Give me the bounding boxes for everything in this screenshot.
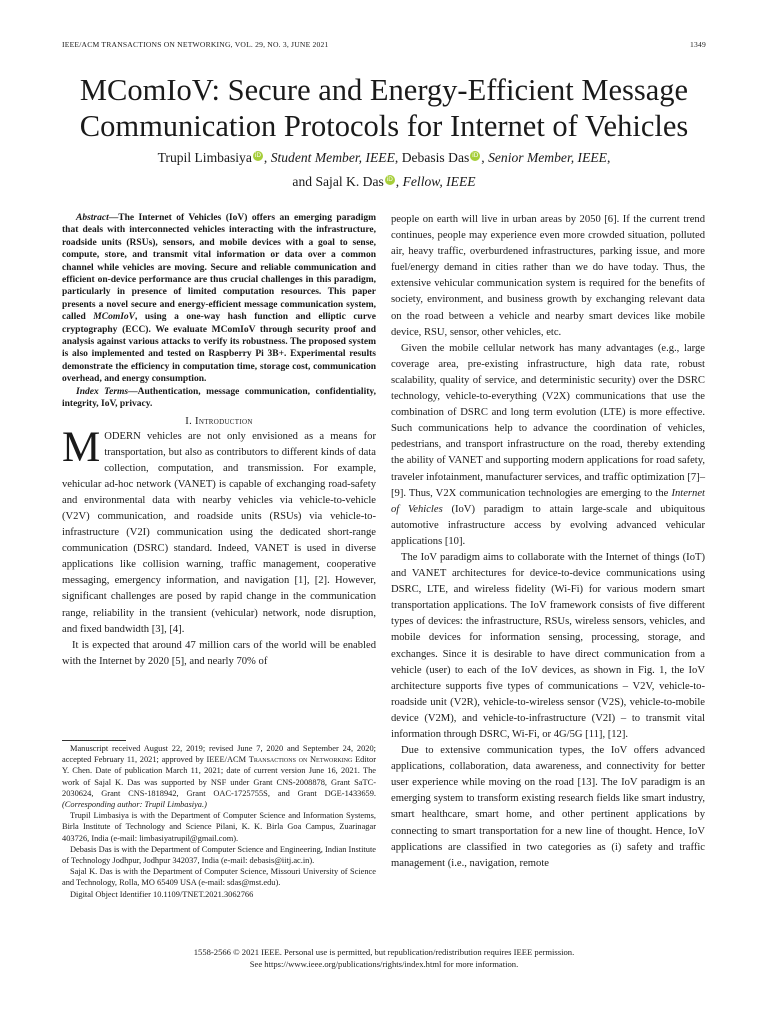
right-paragraph-2-a: Given the mobile cellular network has many advantages (e.g., large coverage area, pre-existing infrastructure, high data rate, robust scalability, quality of service, and deterministic security) over the DSRC technology, vehicle-to-everything (V2X) communications that use the combination of DSRC and long term evolution (LTE) is more effective. Such communications help to advance the coordination of vehicles, pedestrians, and transport infrastructure on the road, thereby extending the ability of VANET and supporting modern applications for road safety, traveler infotainment, manufacturer services, and traffic optimization [7]–[9]. Thus, V2X communication technologies are emerging to the	[391, 342, 705, 499]
section-title: Introduction	[195, 415, 253, 427]
intro-paragraph-1-text: ODERN vehicles are not only envisioned as a means for transportation, but also as contributors to different kinds of data collection, computation, and transmission. For example, vehicular ad-hoc network (VANET) is capable of exchanging road-safety and environmental data with nearby vehicles via vehicle-to-vehicle (V2V) communication, and roadside units (RSUs) via vehicle-to-infrastructure (V2I) communication using the dedicated short-range communication (DSRC) standard. Indeed, VANET is used in diverse applications like collision warning, traffic management, cooperative messaging, emergency information, and navigation [1], [2]. However, significant challenges are posed by rapid change in the communication range, reliability in the transient (vehicular) network, node disruption, and fixed bandwidth [3], [4].	[62, 430, 376, 635]
drop-cap: M	[62, 423, 101, 471]
intro-paragraph-1	[62, 423, 376, 638]
footnotes	[62, 740, 376, 900]
index-terms-dash: —	[128, 386, 138, 397]
intro-paragraph-2: It is expected that around 47 million cars of the world will be enabled with the Internet by 2020 [5], and nearly 70% of	[62, 639, 376, 667]
index-terms-text: Authentication, message communication, confidentiality, integrity, IoV, privacy.	[62, 386, 376, 410]
footnote-journal-name: Transactions on Networking	[248, 755, 353, 765]
abstract-dash: —	[108, 213, 119, 223]
footnote-manuscript	[62, 743, 376, 810]
right-paragraph-1: people on earth will live in urban areas by 2050 [6]. If the current trend continues, people may experience even more crowded situation, polluted air, heavy traffic, overburdened infrastructures, parking issue, and more fuel/energy demand in cities rather than we do have today. Thus, the extensive vehicular communication system is required for the benefits of society, environment, and business growth by exchanging relevant data on the road between a vehicle and nearby smart devices like mobile device, RSU, sensor, other vehicles, etc.	[391, 214, 705, 338]
abstract	[62, 212, 376, 386]
author-name-2: Debasis Das	[401, 150, 470, 165]
footnote-corresponding: (Corresponding author: Trupil Limbasiya.)	[62, 800, 207, 810]
author-role-2: Senior Member, IEEE	[488, 150, 607, 165]
orcid-icon[interactable]: iD	[386, 176, 393, 183]
paper-title	[40, 72, 728, 144]
copyright-notice	[62, 947, 706, 970]
author-name-1: Trupil Limbasiya	[157, 150, 252, 165]
page-number: 1349	[690, 40, 706, 49]
footnote-manuscript-b: Editor Y. Chen. Date of publication March 11, 2021; date of current version June 16, 2021. The work of Sajal K. Das was supported by NSF under Grant CNS-2008878, Grant SaTC-2030624, Grant CNS-1818942, Grant OAC-1725755S, and Grant DGE-1433659.	[62, 755, 376, 798]
right-paragraph-3: The IoV paradigm aims to collaborate with the Internet of things (IoT) and VANET architectures for device-to-device communications using DSRC, LTE, and wireless fidelity (Wi-Fi) for various modern smart transportation applications. The IoV framework consists of five different types of devices: the infrastructure, RSUs, wireless sensors, vehicles, and mobile devices for information sensing, processing, storage, and exchanges. Since it is desirable to have direct communication from a vehicle (user) to each of the IoV devices, as shown in Fig. 1, the IoV architecture supports five types of communications – V2V, vehicle-to-roadside unit (V2R), vehicle-to-wireless sensor (V2S), vehicle-to-mobile device (V2M), and vehicle-to-infrastructure (V2I) – to transmit vital information through DSRC, Wi-Fi, or 4G/5G [11], [12].	[391, 551, 705, 740]
title-line-2: Communication Protocols for Internet of Vehicles	[79, 109, 689, 143]
abstract-label: Abstract	[76, 213, 109, 223]
authors-line-1: Trupil Limbasiya iD , Student Member, IEEE, Debasis Das iD , Senior Member, IEEE,	[157, 150, 611, 165]
index-terms	[62, 386, 376, 411]
section-heading	[62, 415, 376, 429]
index-terms-label: Index Terms	[76, 386, 129, 397]
footnote-doi: Digital Object Identifier 10.1109/TNET.2021.3062766	[70, 889, 254, 899]
footnote-author-2: Debasis Das is with the Department of Computer Science and Engineering, Indian Institute of Technology Jodhpur, Jodhpur 342037, India (e-mail: debasis@iitj.ac.in).	[62, 844, 376, 866]
iov-term: Internet of Vehicles	[391, 487, 705, 515]
footnote-rule	[62, 740, 126, 741]
journal-header: IEEE/ACM TRANSACTIONS ON NETWORKING, VOL. 29, NO. 3, JUNE 2021	[62, 40, 329, 49]
footnote-author-3: Sajal K. Das is with the Department of Computer Science, Missouri University of Science and Technology, Rolla, MO 65409 USA (e-mail: sdas@mst.edu).	[62, 867, 376, 888]
abstract-text-2: , using a one-way hash function and elliptic curve cryptography (ECC). We evaluate MComIoV through security proof and analysis against various attacks to verify its robustness. The proposed system is also implemented and tested on Raspberry Pi 3B+. Experimental results demonstrate the efficiency in computation time, storage cost, communication overhead, and energy consumption.	[62, 312, 376, 385]
author-role-1: Student Member, IEEE	[270, 150, 395, 165]
title-line-1: MComIoV: Secure and Energy-Efficient Message	[79, 73, 689, 107]
right-paragraph-2	[391, 341, 705, 550]
right-paragraph-2-b: (IoV) paradigm to attain large-scale and ubiquitous automotive infrastructure access by evolving advanced vehicular applications [10].	[391, 503, 705, 547]
left-column	[62, 212, 376, 670]
copyright-line-1: 1558-2566 © 2021 IEEE. Personal use is permitted, but republication/redistribution requires IEEE permission.	[193, 947, 575, 957]
author-list	[40, 146, 728, 194]
authors-line-2: and Sajal K. Das iD , Fellow, IEEE	[292, 174, 476, 189]
copyright-line-2: See https://www.ieee.org/publications/rights/index.html for more information.	[249, 958, 519, 969]
author-conjunction: and	[292, 174, 313, 189]
abstract-text-1: The Internet of Vehicles (IoV) offers an emerging paradigm that deals with interconnected vehicles interacting with the infrastructure, roadside units (RSUs), sensors, and mobile devices with a goal to sense, compute, store, and transmit vital information or data over a common channel while vehicles are moving. Secure and reliable communication and efficient on-device performance are thus crucial challenges in this paradigm, particularly in presence of limited computation resources. This paper presents a novel secure and energy-efficient message communication system, called	[62, 213, 376, 323]
author-role-3: Fellow, IEEE	[402, 174, 476, 189]
orcid-icon[interactable]: iD	[472, 152, 479, 159]
right-paragraph-4: Due to extensive communication types, the IoV offers advanced applications, collaboration, data awareness, and connectivity for better user experience while moving on the road [13]. The IoV paradigm is an emerging system to transform existing research fields like smart industry, smart healthcare, smart home, and other pertinent applications by connecting to smart transportation for a new line of thought. Hence, IoV applications are classified in two categories as (i) safety and traffic management (i.e., navigation, remote	[391, 745, 705, 869]
footnote-author-1: Trupil Limbasiya is with the Department of Computer Science and Information Systems, Birla Institute of Technology and Science Pilani, K. K. Birla Goa Campus, Zuarinagar 403726, India (e-mail: limbasiyatrupil@gmail.com).	[62, 811, 376, 843]
orcid-icon[interactable]: iD	[254, 152, 262, 159]
abstract-system-name: MComIoV	[93, 312, 135, 323]
section-number: I.	[185, 415, 196, 427]
author-name-3: Sajal K. Das	[315, 174, 384, 189]
footnote-manuscript-a: Manuscript received August 22, 2019; revised June 7, 2020 and September 24, 2020; accepted February 11, 2021; approved by IEEE/ACM	[62, 744, 376, 765]
right-column	[391, 212, 705, 872]
